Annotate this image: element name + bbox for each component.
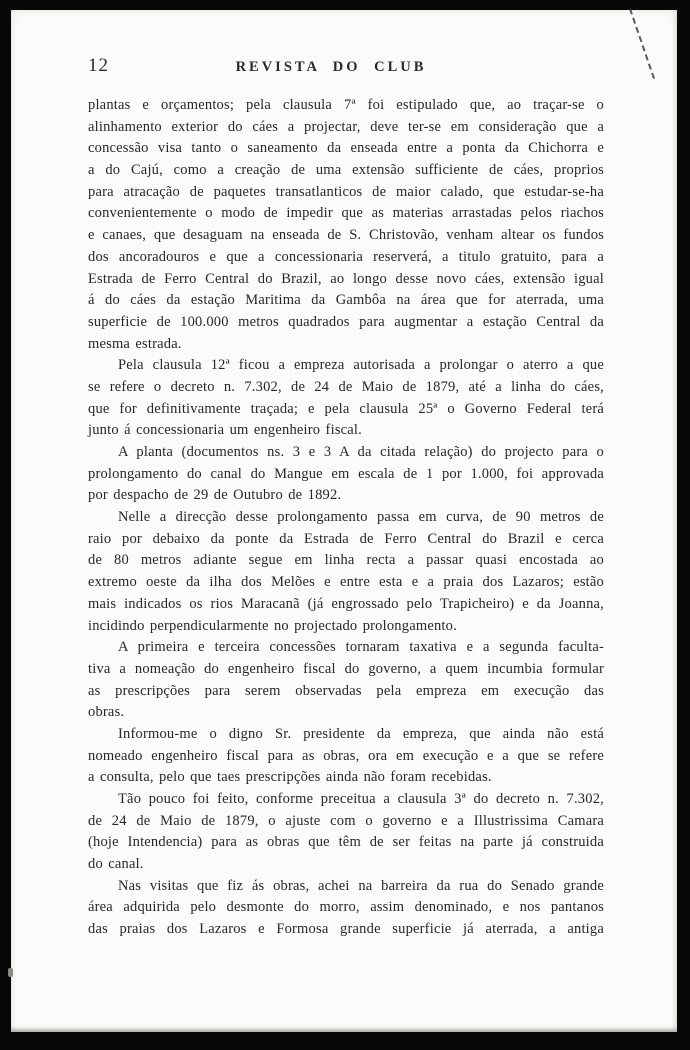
text-line: tiva a nomeação do engenheiro fiscal do governo, a quem incumbia formular xyxy=(88,660,604,677)
text-line: prolongamento do canal do Mangue em escala de 1 por 1.000, foi approvada xyxy=(88,465,604,482)
text-line: obras. xyxy=(88,704,125,721)
text-line: que for definitivamente traçada; e pela clausula 25ª o Governo Federal terá xyxy=(88,400,604,417)
text-column xyxy=(88,95,604,941)
text-line: junto á concessionaria um engenheiro fiscal. xyxy=(88,422,362,439)
text-line: Nas visitas que fiz ás obras, achei na barreira da rua do Senado grande xyxy=(118,877,604,894)
text-line: de 24 de Maio de 1879, o ajuste com o governo e a Illustrissima Camara xyxy=(88,812,604,829)
text-line: por despacho de 29 de Outubro de 1892. xyxy=(88,487,342,504)
text-line: Informou-me o digno Sr. presidente da empreza, que ainda não está xyxy=(118,725,604,742)
text-line: alinhamento exterior do cáes a projectar, deve ter-se em consideração que a xyxy=(88,118,604,135)
text-line: concessão visa tanto o saneamento da enseada entre a ponta da Chichorra e xyxy=(88,140,604,157)
text-line: mais indicados os rios Maracanã (já engrossado pelo Trapicheiro) e da Joanna, xyxy=(88,595,604,612)
text-line: mesma estrada. xyxy=(88,335,182,352)
text-line: e canaes, que desaguam na enseada de S. Christovão, venham altear os fundos xyxy=(88,227,604,244)
text-line: convenientemente o modo de impedir que as materias arrastadas pelos riachos xyxy=(88,205,604,222)
text-line: á do cáes da estação Maritima da Gambôa na área que for aterrada, uma xyxy=(88,292,604,309)
text-line: superficie de 100.000 metros quadrados para augmentar a estação Central da xyxy=(88,313,604,330)
text-line: a do Cajú, como a creação de uma extensão sufficiente de cáes, proprios xyxy=(88,162,604,179)
text-line: para atracação de paquetes transatlanticos de maior calado, que estudar-se-ha xyxy=(88,183,604,200)
text-line: incidindo perpendicularmente no projectado prolongamento. xyxy=(88,617,457,634)
text-line: A primeira e terceira concessões tornaram taxativa e a segunda faculta- xyxy=(118,639,604,656)
text-line: a consulta, pelo que taes prescripções ainda não foram recebidas. xyxy=(88,769,492,786)
scanned-page xyxy=(11,10,677,1032)
text-line: nomeado engenheiro fiscal para as obras, ora em execução e a que se refere xyxy=(88,747,604,764)
text-line: extremo oeste da ilha dos Melões e entre esta e a praia dos Lazaros; estão xyxy=(88,574,604,591)
text-line: do canal. xyxy=(88,856,144,873)
journal-title: REVISTA DO CLUB xyxy=(235,59,427,75)
text-line: (hoje Intendencia) para as obras que têm de ser feitas na parte já construida xyxy=(88,834,604,851)
text-line: raio por debaixo da ponte da Estrada de Ferro Central do Brazil e cerca xyxy=(88,530,604,547)
text-line: das praias dos Lazaros e Formosa grande superficie já aterrada, a antiga xyxy=(88,921,604,938)
text-line: as prescripções para serem observadas pela empreza em execução das xyxy=(88,682,604,699)
text-line: Estrada de Ferro Central do Brazil, ao longo desse novo cáes, extensão igual xyxy=(88,270,604,287)
text-line: de 80 metros adiante segue em linha recta a passar quasi encostada ao xyxy=(88,552,604,569)
text-line: A planta (documentos ns. 3 e 3 A da citada relação) do projecto para o xyxy=(118,444,604,460)
left-edge-speck xyxy=(8,968,13,977)
text-line: Tão pouco foi feito, conforme preceitua a clausula 3ª do decreto n. 7.302, xyxy=(118,791,604,807)
scratch-mark xyxy=(629,8,655,79)
text-line: Pela clausula 12ª ficou a empreza autorisada a prolongar o aterro a que xyxy=(118,357,604,374)
text-line: Nelle a direcção desse prolongamento passa em curva, de 90 metros de xyxy=(118,509,604,526)
text-line: área adquirida pelo desmonte do morro, assim denominado, e nos pantanos xyxy=(88,899,604,916)
page-number: 12 xyxy=(88,55,109,76)
text-line: dos ancoradouros e que a concessionaria reserverá, a titulo gratuito, para a xyxy=(88,248,604,265)
text-line: plantas e orçamentos; pela clausula 7ª foi estipulado que, ao traçar-se o xyxy=(88,97,604,113)
text-line: se refere o decreto n. 7.302, de 24 de Maio de 1879, até a linha do cáes, xyxy=(88,378,604,395)
